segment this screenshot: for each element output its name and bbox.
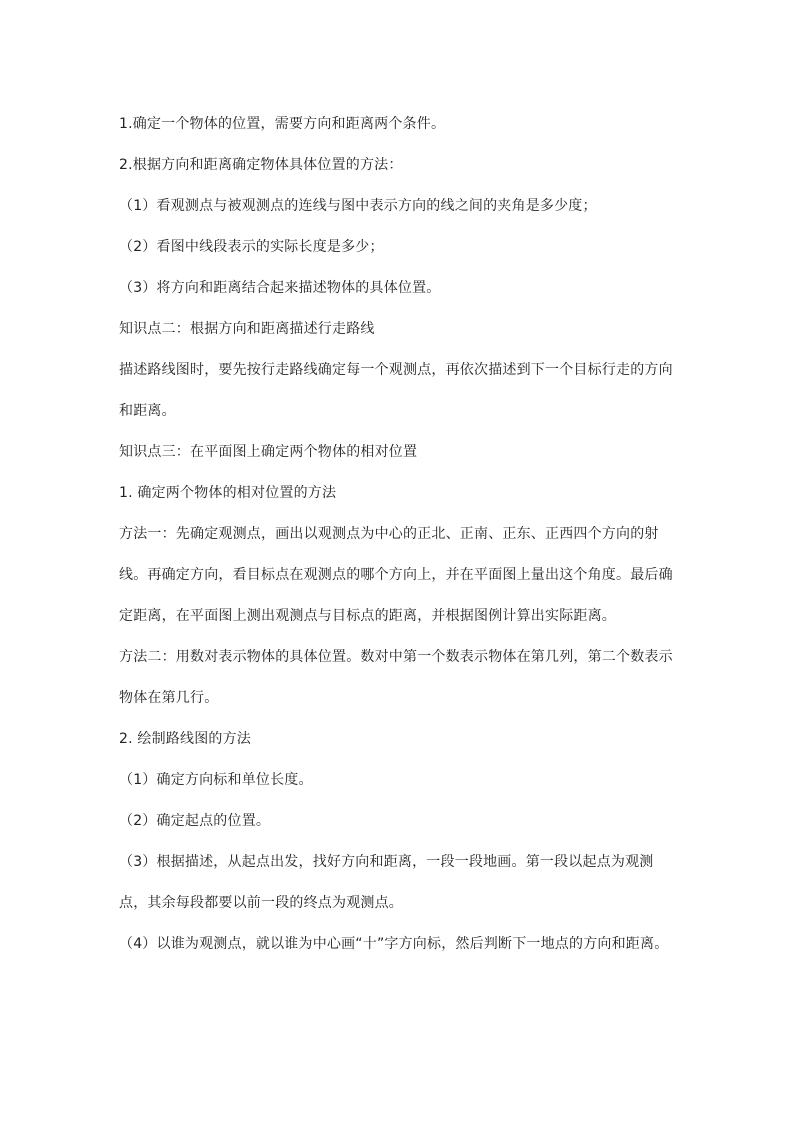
method-two-paragraph: 方法二：用数对表示物体的具体位置。数对中第一个数表示物体在第几列，第二个数表示物体在第几行。	[119, 649, 673, 706]
knowledge-point-3-heading: 知识点三：在平面图上确定两个物体的相对位置	[119, 444, 418, 460]
route-step-3: （3）根据描述，从起点出发，找好方向和距离，一段一段地画。第一段以起点为观测点，其余每段都要以前一段的终点为观测点。	[119, 854, 654, 911]
route-map-heading: 2. 绘制路线图的方法	[119, 731, 252, 747]
method-one-paragraph: 方法一：先确定观测点，画出以观测点为中心的正北、正南、正东、正西四个方向的射线。再确定方向，看目标点在观测点的哪个方向上，并在平面图上量出这个角度。最后确定距离，在平面图上测出观测点与目标点的距离，并根据图例计算出实际距离。	[119, 526, 673, 624]
method-step-3: （3）将方向和距离结合起来描述物体的具体位置。	[119, 280, 441, 296]
point-2-heading: 2.根据方向和距离确定物体具体位置的方法：	[119, 157, 403, 173]
method-step-1: （1）看观测点与被观测点的连线与图中表示方向的线之间的夹角是多少度；	[119, 198, 597, 214]
knowledge-point-2-heading: 知识点二：根据方向和距离描述行走路线	[119, 321, 375, 337]
relative-position-heading: 1. 确定两个物体的相对位置的方法	[119, 485, 337, 501]
method-step-2: （2）看图中线段表示的实际长度是多少；	[119, 239, 384, 255]
point-1-statement: 1.确定一个物体的位置，需要方向和距离两个条件。	[119, 116, 446, 132]
route-step-4: （4）以谁为观测点，就以谁为中心画“十”字方向标，然后判断下一地点的方向和距离。	[119, 936, 669, 952]
route-step-2: （2）确定起点的位置。	[119, 813, 271, 829]
route-description-paragraph: 描述路线图时，要先按行走路线确定每一个观测点，再依次描述到下一个目标行走的方向和距离。	[119, 362, 673, 419]
route-step-1: （1）确定方向标和单位长度。	[119, 772, 313, 788]
document-body	[119, 104, 681, 965]
